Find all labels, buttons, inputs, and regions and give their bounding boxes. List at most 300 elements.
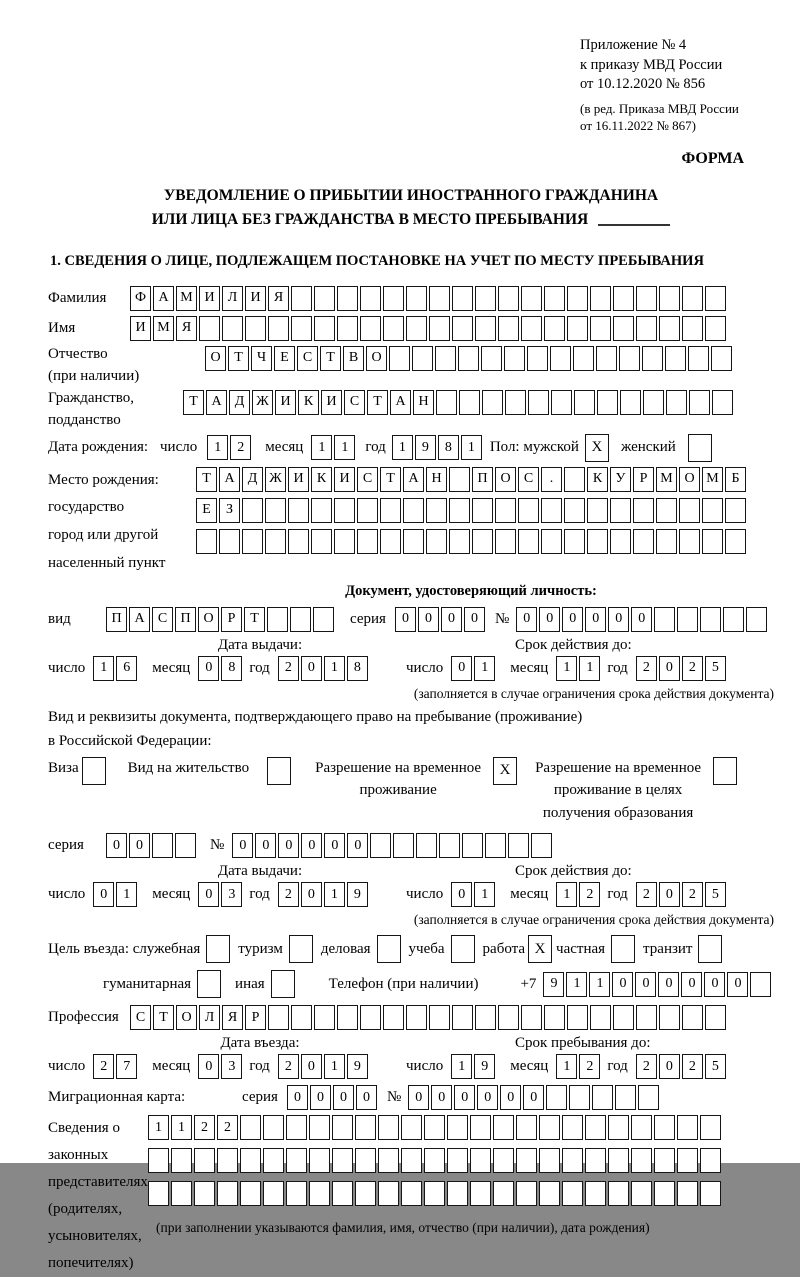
char-cell[interactable]	[562, 1148, 583, 1173]
char-cell[interactable]: К	[311, 467, 332, 492]
char-cell[interactable]: И	[199, 286, 220, 311]
char-cell[interactable]: 5	[705, 882, 726, 907]
char-cell[interactable]	[148, 1148, 169, 1173]
char-cell[interactable]	[311, 529, 332, 554]
char-cell[interactable]	[723, 607, 744, 632]
char-cell[interactable]	[309, 1148, 330, 1173]
purpose-humanitarian-checkbox[interactable]	[197, 970, 221, 998]
char-cell[interactable]: 0	[418, 607, 439, 632]
char-cell[interactable]	[472, 529, 493, 554]
char-cell[interactable]: 1	[556, 882, 577, 907]
char-cell[interactable]	[638, 1085, 659, 1110]
char-cell[interactable]: М	[656, 467, 677, 492]
char-cell[interactable]	[590, 286, 611, 311]
char-cell[interactable]	[659, 286, 680, 311]
char-cell[interactable]	[528, 390, 549, 415]
char-cell[interactable]: М	[176, 286, 197, 311]
char-cell[interactable]: А	[403, 467, 424, 492]
char-cell[interactable]: Л	[222, 286, 243, 311]
char-cell[interactable]	[539, 1148, 560, 1173]
char-cell[interactable]	[544, 316, 565, 341]
char-cell[interactable]: 0	[659, 1054, 680, 1079]
char-cell[interactable]: 0	[704, 972, 725, 997]
purpose-study-checkbox[interactable]	[451, 935, 475, 963]
char-cell[interactable]: 1	[324, 656, 345, 681]
char-cell[interactable]	[682, 1005, 703, 1030]
purpose-transit-checkbox[interactable]	[698, 935, 722, 963]
char-cell[interactable]	[562, 1115, 583, 1140]
char-cell[interactable]	[383, 316, 404, 341]
purpose-private-checkbox[interactable]	[611, 935, 635, 963]
char-cell[interactable]	[725, 498, 746, 523]
char-cell[interactable]: И	[275, 390, 296, 415]
char-cell[interactable]	[677, 1181, 698, 1206]
char-cell[interactable]	[314, 316, 335, 341]
char-cell[interactable]: А	[206, 390, 227, 415]
char-cell[interactable]: О	[198, 607, 219, 632]
char-cell[interactable]: Т	[320, 346, 341, 371]
char-cell[interactable]: И	[334, 467, 355, 492]
char-cell[interactable]: 0	[198, 1054, 219, 1079]
char-cell[interactable]	[518, 529, 539, 554]
char-cell[interactable]	[702, 498, 723, 523]
char-cell[interactable]: 6	[116, 656, 137, 681]
char-cell[interactable]: 1	[579, 656, 600, 681]
char-cell[interactable]	[337, 1005, 358, 1030]
char-cell[interactable]: 0	[612, 972, 633, 997]
visa-checkbox[interactable]	[82, 757, 106, 785]
char-cell[interactable]	[424, 1181, 445, 1206]
char-cell[interactable]	[240, 1115, 261, 1140]
char-cell[interactable]	[240, 1148, 261, 1173]
char-cell[interactable]	[265, 498, 286, 523]
char-cell[interactable]	[505, 390, 526, 415]
char-cell[interactable]: А	[219, 467, 240, 492]
char-cell[interactable]	[493, 1148, 514, 1173]
char-cell[interactable]	[656, 529, 677, 554]
char-cell[interactable]	[378, 1148, 399, 1173]
char-cell[interactable]: 7	[116, 1054, 137, 1079]
char-cell[interactable]	[447, 1181, 468, 1206]
char-cell[interactable]: Д	[229, 390, 250, 415]
char-cell[interactable]: И	[288, 467, 309, 492]
char-cell[interactable]	[636, 1005, 657, 1030]
char-cell[interactable]: .	[541, 467, 562, 492]
char-cell[interactable]	[263, 1181, 284, 1206]
char-cell[interactable]	[403, 529, 424, 554]
char-cell[interactable]	[504, 346, 525, 371]
char-cell[interactable]	[495, 498, 516, 523]
char-cell[interactable]	[546, 1085, 567, 1110]
char-cell[interactable]	[355, 1148, 376, 1173]
char-cell[interactable]	[459, 390, 480, 415]
char-cell[interactable]: 0	[301, 1054, 322, 1079]
char-cell[interactable]	[539, 1181, 560, 1206]
char-cell[interactable]: О	[366, 346, 387, 371]
char-cell[interactable]	[403, 498, 424, 523]
char-cell[interactable]	[378, 1181, 399, 1206]
char-cell[interactable]	[725, 529, 746, 554]
char-cell[interactable]	[619, 346, 640, 371]
char-cell[interactable]	[585, 1181, 606, 1206]
char-cell[interactable]	[449, 467, 470, 492]
char-cell[interactable]	[705, 286, 726, 311]
char-cell[interactable]: С	[152, 607, 173, 632]
char-cell[interactable]	[654, 1115, 675, 1140]
char-cell[interactable]: О	[176, 1005, 197, 1030]
char-cell[interactable]	[426, 498, 447, 523]
char-cell[interactable]	[544, 286, 565, 311]
char-cell[interactable]: Р	[221, 607, 242, 632]
char-cell[interactable]: А	[390, 390, 411, 415]
char-cell[interactable]	[682, 286, 703, 311]
char-cell[interactable]: К	[298, 390, 319, 415]
char-cell[interactable]: 1	[566, 972, 587, 997]
char-cell[interactable]	[527, 346, 548, 371]
char-cell[interactable]	[196, 529, 217, 554]
char-cell[interactable]	[470, 1115, 491, 1140]
char-cell[interactable]: 2	[93, 1054, 114, 1079]
char-cell[interactable]	[424, 1115, 445, 1140]
char-cell[interactable]: 0	[464, 607, 485, 632]
char-cell[interactable]: 0	[658, 972, 679, 997]
char-cell[interactable]	[608, 1115, 629, 1140]
char-cell[interactable]	[585, 1115, 606, 1140]
char-cell[interactable]	[498, 286, 519, 311]
char-cell[interactable]	[263, 1115, 284, 1140]
char-cell[interactable]	[631, 1148, 652, 1173]
char-cell[interactable]: Т	[183, 390, 204, 415]
char-cell[interactable]	[521, 286, 542, 311]
char-cell[interactable]	[712, 390, 733, 415]
char-cell[interactable]	[240, 1181, 261, 1206]
char-cell[interactable]: 0	[454, 1085, 475, 1110]
char-cell[interactable]: С	[297, 346, 318, 371]
char-cell[interactable]	[314, 1005, 335, 1030]
char-cell[interactable]: 9	[415, 435, 436, 460]
char-cell[interactable]	[360, 1005, 381, 1030]
char-cell[interactable]: 0	[516, 607, 537, 632]
char-cell[interactable]	[551, 390, 572, 415]
char-cell[interactable]: 9	[347, 882, 368, 907]
char-cell[interactable]	[656, 498, 677, 523]
char-cell[interactable]: 0	[198, 882, 219, 907]
char-cell[interactable]	[452, 286, 473, 311]
char-cell[interactable]	[393, 833, 414, 858]
char-cell[interactable]	[608, 1181, 629, 1206]
char-cell[interactable]	[679, 529, 700, 554]
char-cell[interactable]: 0	[727, 972, 748, 997]
char-cell[interactable]	[291, 286, 312, 311]
purpose-other-checkbox[interactable]	[271, 970, 295, 998]
char-cell[interactable]	[332, 1181, 353, 1206]
char-cell[interactable]	[679, 498, 700, 523]
char-cell[interactable]: 0	[395, 607, 416, 632]
char-cell[interactable]	[288, 529, 309, 554]
char-cell[interactable]	[288, 498, 309, 523]
char-cell[interactable]: Я	[268, 286, 289, 311]
char-cell[interactable]	[475, 1005, 496, 1030]
char-cell[interactable]: 1	[207, 435, 228, 460]
char-cell[interactable]: 8	[221, 656, 242, 681]
char-cell[interactable]: 1	[334, 435, 355, 460]
char-cell[interactable]: 0	[129, 833, 150, 858]
char-cell[interactable]	[286, 1148, 307, 1173]
char-cell[interactable]	[357, 498, 378, 523]
char-cell[interactable]: 0	[681, 972, 702, 997]
char-cell[interactable]	[337, 316, 358, 341]
char-cell[interactable]: Ч	[251, 346, 272, 371]
char-cell[interactable]	[412, 346, 433, 371]
char-cell[interactable]	[516, 1115, 537, 1140]
char-cell[interactable]	[401, 1148, 422, 1173]
char-cell[interactable]	[567, 1005, 588, 1030]
char-cell[interactable]: С	[344, 390, 365, 415]
char-cell[interactable]	[470, 1148, 491, 1173]
char-cell[interactable]	[242, 498, 263, 523]
char-cell[interactable]	[286, 1181, 307, 1206]
char-cell[interactable]: 0	[659, 656, 680, 681]
char-cell[interactable]: 0	[500, 1085, 521, 1110]
char-cell[interactable]: 0	[635, 972, 656, 997]
char-cell[interactable]	[291, 1005, 312, 1030]
char-cell[interactable]	[539, 1115, 560, 1140]
char-cell[interactable]: 0	[333, 1085, 354, 1110]
char-cell[interactable]	[633, 498, 654, 523]
char-cell[interactable]	[711, 346, 732, 371]
char-cell[interactable]	[406, 286, 427, 311]
char-cell[interactable]	[574, 390, 595, 415]
char-cell[interactable]: 2	[636, 656, 657, 681]
char-cell[interactable]: 1	[148, 1115, 169, 1140]
char-cell[interactable]	[493, 1181, 514, 1206]
char-cell[interactable]: 0	[408, 1085, 429, 1110]
char-cell[interactable]	[334, 498, 355, 523]
char-cell[interactable]: У	[610, 467, 631, 492]
char-cell[interactable]: 0	[93, 882, 114, 907]
char-cell[interactable]: 0	[631, 607, 652, 632]
char-cell[interactable]	[564, 467, 585, 492]
char-cell[interactable]: Я	[222, 1005, 243, 1030]
char-cell[interactable]	[309, 1181, 330, 1206]
char-cell[interactable]	[550, 346, 571, 371]
char-cell[interactable]	[380, 529, 401, 554]
char-cell[interactable]: Ж	[252, 390, 273, 415]
char-cell[interactable]	[516, 1181, 537, 1206]
char-cell[interactable]: 0	[106, 833, 127, 858]
char-cell[interactable]: 1	[116, 882, 137, 907]
char-cell[interactable]: 1	[392, 435, 413, 460]
char-cell[interactable]: 3	[221, 1054, 242, 1079]
char-cell[interactable]	[291, 316, 312, 341]
char-cell[interactable]	[265, 529, 286, 554]
char-cell[interactable]: 9	[543, 972, 564, 997]
char-cell[interactable]: 2	[682, 882, 703, 907]
char-cell[interactable]: 2	[682, 1054, 703, 1079]
char-cell[interactable]	[426, 529, 447, 554]
char-cell[interactable]	[199, 316, 220, 341]
char-cell[interactable]	[613, 286, 634, 311]
char-cell[interactable]	[378, 1115, 399, 1140]
char-cell[interactable]: П	[175, 607, 196, 632]
char-cell[interactable]: 0	[441, 607, 462, 632]
purpose-tourism-checkbox[interactable]	[289, 935, 313, 963]
char-cell[interactable]	[498, 1005, 519, 1030]
char-cell[interactable]: 0	[562, 607, 583, 632]
char-cell[interactable]	[631, 1181, 652, 1206]
char-cell[interactable]	[608, 1148, 629, 1173]
char-cell[interactable]	[654, 607, 675, 632]
char-cell[interactable]	[636, 286, 657, 311]
sex-male-checkbox[interactable]: X	[585, 434, 609, 462]
char-cell[interactable]	[585, 1148, 606, 1173]
char-cell[interactable]	[569, 1085, 590, 1110]
char-cell[interactable]: С	[357, 467, 378, 492]
char-cell[interactable]	[355, 1181, 376, 1206]
char-cell[interactable]: 0	[539, 607, 560, 632]
char-cell[interactable]	[148, 1181, 169, 1206]
char-cell[interactable]	[429, 1005, 450, 1030]
char-cell[interactable]	[383, 286, 404, 311]
char-cell[interactable]	[590, 316, 611, 341]
char-cell[interactable]: Н	[426, 467, 447, 492]
char-cell[interactable]: 2	[278, 656, 299, 681]
char-cell[interactable]: 0	[198, 656, 219, 681]
char-cell[interactable]	[689, 390, 710, 415]
char-cell[interactable]	[436, 390, 457, 415]
char-cell[interactable]: 1	[556, 1054, 577, 1079]
char-cell[interactable]	[541, 529, 562, 554]
char-cell[interactable]	[485, 833, 506, 858]
char-cell[interactable]	[746, 607, 767, 632]
sex-female-checkbox[interactable]	[688, 434, 712, 462]
char-cell[interactable]: 0	[585, 607, 606, 632]
char-cell[interactable]: К	[587, 467, 608, 492]
char-cell[interactable]	[171, 1148, 192, 1173]
char-cell[interactable]	[493, 1115, 514, 1140]
char-cell[interactable]	[268, 1005, 289, 1030]
char-cell[interactable]: 2	[636, 1054, 657, 1079]
char-cell[interactable]: С	[518, 467, 539, 492]
char-cell[interactable]: Т	[244, 607, 265, 632]
char-cell[interactable]: 2	[636, 882, 657, 907]
char-cell[interactable]	[360, 286, 381, 311]
char-cell[interactable]: 0	[278, 833, 299, 858]
char-cell[interactable]	[314, 286, 335, 311]
char-cell[interactable]	[750, 972, 771, 997]
char-cell[interactable]: И	[130, 316, 151, 341]
char-cell[interactable]	[194, 1181, 215, 1206]
char-cell[interactable]: М	[153, 316, 174, 341]
char-cell[interactable]	[452, 1005, 473, 1030]
char-cell[interactable]	[370, 833, 391, 858]
char-cell[interactable]: 9	[474, 1054, 495, 1079]
char-cell[interactable]	[355, 1115, 376, 1140]
char-cell[interactable]: 8	[438, 435, 459, 460]
char-cell[interactable]	[518, 498, 539, 523]
char-cell[interactable]: О	[495, 467, 516, 492]
char-cell[interactable]	[700, 1181, 721, 1206]
char-cell[interactable]	[682, 316, 703, 341]
char-cell[interactable]	[286, 1115, 307, 1140]
char-cell[interactable]: 5	[705, 656, 726, 681]
residence-permit-checkbox[interactable]	[267, 757, 291, 785]
char-cell[interactable]	[424, 1148, 445, 1173]
char-cell[interactable]	[654, 1148, 675, 1173]
char-cell[interactable]	[401, 1115, 422, 1140]
char-cell[interactable]	[222, 316, 243, 341]
char-cell[interactable]	[590, 1005, 611, 1030]
char-cell[interactable]	[332, 1115, 353, 1140]
char-cell[interactable]	[175, 833, 196, 858]
char-cell[interactable]	[544, 1005, 565, 1030]
char-cell[interactable]	[636, 316, 657, 341]
char-cell[interactable]: Б	[725, 467, 746, 492]
char-cell[interactable]: 2	[682, 656, 703, 681]
char-cell[interactable]	[521, 1005, 542, 1030]
char-cell[interactable]	[171, 1181, 192, 1206]
char-cell[interactable]: 8	[347, 656, 368, 681]
char-cell[interactable]	[309, 1115, 330, 1140]
char-cell[interactable]	[508, 833, 529, 858]
char-cell[interactable]	[458, 346, 479, 371]
char-cell[interactable]: 9	[347, 1054, 368, 1079]
char-cell[interactable]	[429, 316, 450, 341]
char-cell[interactable]	[217, 1148, 238, 1173]
char-cell[interactable]	[481, 346, 502, 371]
char-cell[interactable]: 2	[230, 435, 251, 460]
char-cell[interactable]	[615, 1085, 636, 1110]
char-cell[interactable]: 1	[311, 435, 332, 460]
char-cell[interactable]	[613, 1005, 634, 1030]
char-cell[interactable]: 0	[451, 882, 472, 907]
char-cell[interactable]: 1	[324, 1054, 345, 1079]
char-cell[interactable]	[482, 390, 503, 415]
char-cell[interactable]	[472, 498, 493, 523]
char-cell[interactable]: А	[153, 286, 174, 311]
char-cell[interactable]: 1	[474, 656, 495, 681]
char-cell[interactable]: Ж	[265, 467, 286, 492]
char-cell[interactable]: Д	[242, 467, 263, 492]
char-cell[interactable]	[475, 286, 496, 311]
char-cell[interactable]	[642, 346, 663, 371]
char-cell[interactable]	[688, 346, 709, 371]
char-cell[interactable]: 2	[579, 882, 600, 907]
char-cell[interactable]	[383, 1005, 404, 1030]
char-cell[interactable]	[596, 346, 617, 371]
char-cell[interactable]	[587, 529, 608, 554]
char-cell[interactable]	[439, 833, 460, 858]
char-cell[interactable]: 0	[301, 882, 322, 907]
char-cell[interactable]	[332, 1148, 353, 1173]
char-cell[interactable]: Н	[413, 390, 434, 415]
char-cell[interactable]: 1	[93, 656, 114, 681]
char-cell[interactable]: 3	[221, 882, 242, 907]
char-cell[interactable]	[610, 498, 631, 523]
char-cell[interactable]: П	[472, 467, 493, 492]
char-cell[interactable]	[541, 498, 562, 523]
char-cell[interactable]: Е	[196, 498, 217, 523]
char-cell[interactable]: Т	[153, 1005, 174, 1030]
char-cell[interactable]	[700, 1115, 721, 1140]
char-cell[interactable]	[470, 1181, 491, 1206]
char-cell[interactable]	[702, 529, 723, 554]
char-cell[interactable]	[659, 1005, 680, 1030]
char-cell[interactable]	[633, 529, 654, 554]
char-cell[interactable]	[620, 390, 641, 415]
char-cell[interactable]	[406, 316, 427, 341]
char-cell[interactable]	[435, 346, 456, 371]
